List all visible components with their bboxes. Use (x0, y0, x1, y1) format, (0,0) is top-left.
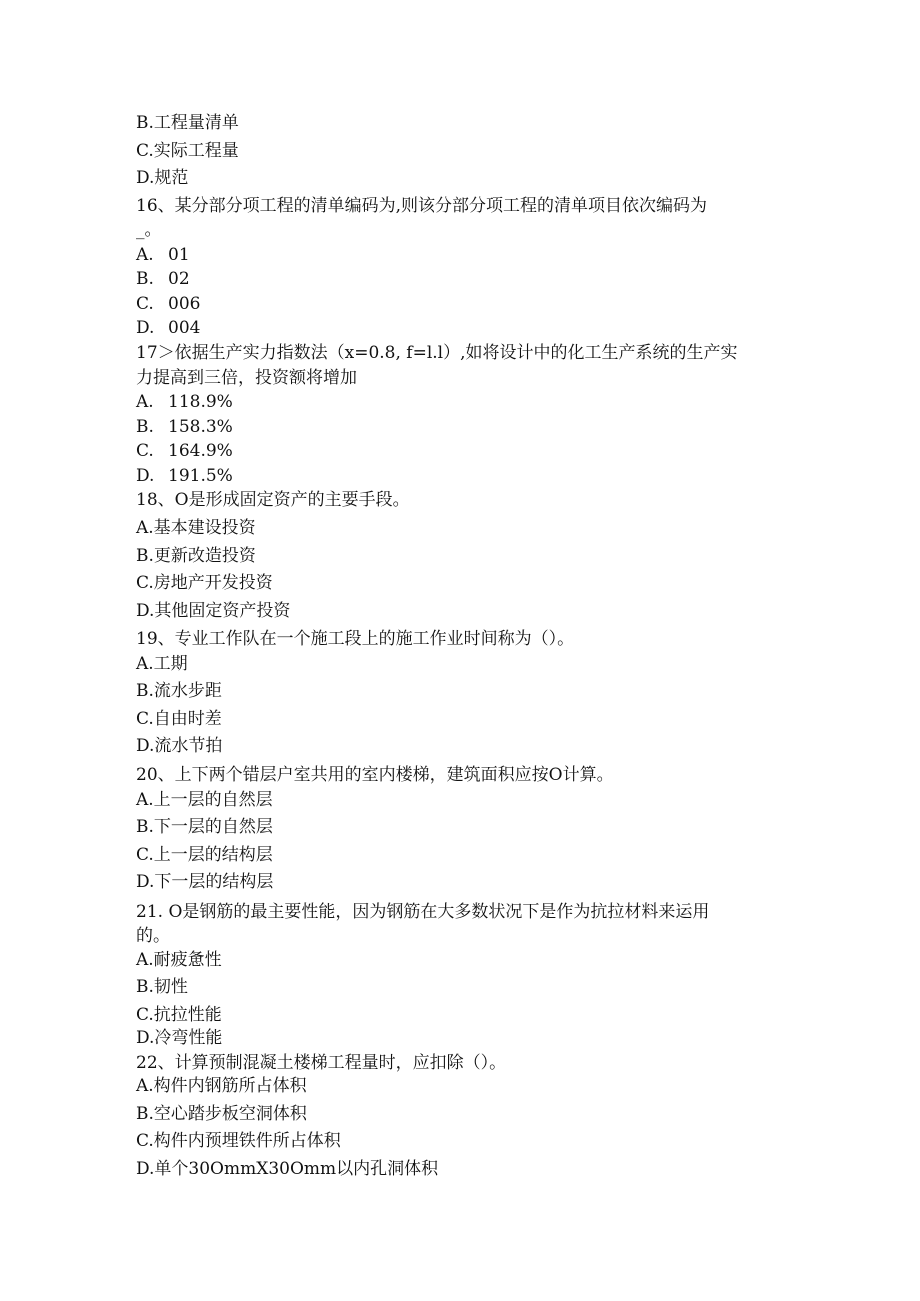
question-text: 22、计算预制混凝土楼梯工程量时，应扣除（）。 (136, 1053, 507, 1073)
option-text: C.上一层的结构层 (136, 845, 273, 865)
option-text: B.更新改造投资 (136, 546, 256, 566)
option-value: 191.5% (168, 466, 233, 486)
option-text: C.构件内预埋铁件所占体积 (136, 1131, 341, 1151)
option-text: B.韧性 (136, 977, 188, 997)
option-text: A.工期 (136, 654, 188, 674)
option-text: B.工程量清单 (136, 113, 239, 133)
option-text: D.其他固定资产投资 (136, 601, 291, 621)
option-text: C.抗拉性能 (136, 1005, 222, 1025)
option-row (136, 269, 190, 289)
option-text: A.构件内钢筋所占体积 (136, 1076, 307, 1096)
option-row (136, 245, 190, 265)
question-text: _。 (136, 220, 162, 240)
option-value: 158.3% (168, 417, 233, 437)
option-value: 02 (168, 269, 190, 289)
option-text: D.流水节拍 (136, 736, 223, 756)
option-value: 004 (168, 318, 201, 338)
question-text: 18、O是形成固定资产的主要手段。 (136, 490, 410, 510)
option-text: D.单个30OmmX30Omm以内孔洞体积 (136, 1159, 439, 1179)
option-letter: D. (136, 466, 155, 486)
option-value: 01 (168, 245, 190, 265)
option-letter: A. (136, 392, 154, 412)
option-text: C.房地产开发投资 (136, 573, 273, 593)
option-letter: D. (136, 318, 155, 338)
question-text: 17＞依据生产实力指数法（x=0.8, f=l.l）,如将设计中的化工生产系统的生产实 (136, 343, 738, 363)
option-value: 164.9% (168, 441, 233, 461)
question-text: 19、专业工作队在一个施工段上的施工作业时间称为（）。 (136, 629, 575, 649)
option-text: D.下一层的结构层 (136, 872, 274, 892)
option-letter: C. (136, 294, 154, 314)
option-letter: B. (136, 269, 154, 289)
option-letter: C. (136, 441, 154, 461)
option-row (136, 294, 200, 314)
option-value: 118.9% (168, 392, 233, 412)
question-text: 的。 (136, 926, 170, 946)
question-text: 20、上下两个错层户室共用的室内楼梯，建筑面积应按O计算。 (136, 765, 614, 785)
option-text: A.上一层的自然层 (136, 790, 273, 810)
option-text: A.耐疲惫性 (136, 950, 222, 970)
question-text: 21. O是钢筋的最主要性能，因为钢筋在大多数状况下是作为抗拉材料来运用 (136, 902, 710, 922)
option-text: C.实际工程量 (136, 141, 239, 161)
option-value: 006 (168, 294, 201, 314)
option-row (136, 318, 200, 338)
option-text: C.自由时差 (136, 709, 222, 729)
option-text: B.空心踏步板空洞体积 (136, 1104, 307, 1124)
option-text: A.基本建设投资 (136, 518, 256, 538)
question-text: 力提高到三倍，投资额将增加 (136, 368, 357, 388)
option-row (136, 441, 233, 461)
option-text: D.冷弯性能 (136, 1028, 223, 1048)
option-row (136, 392, 233, 412)
option-text: B.流水步距 (136, 681, 222, 701)
option-letter: A. (136, 245, 154, 265)
option-text: D.规范 (136, 168, 189, 188)
option-row (136, 466, 233, 486)
option-letter: B. (136, 417, 154, 437)
question-text: 16、某分部分项工程的清单编码为,则该分部分项工程的清单项目依次编码为 (136, 196, 708, 216)
option-row (136, 417, 233, 437)
option-text: B.下一层的自然层 (136, 817, 273, 837)
